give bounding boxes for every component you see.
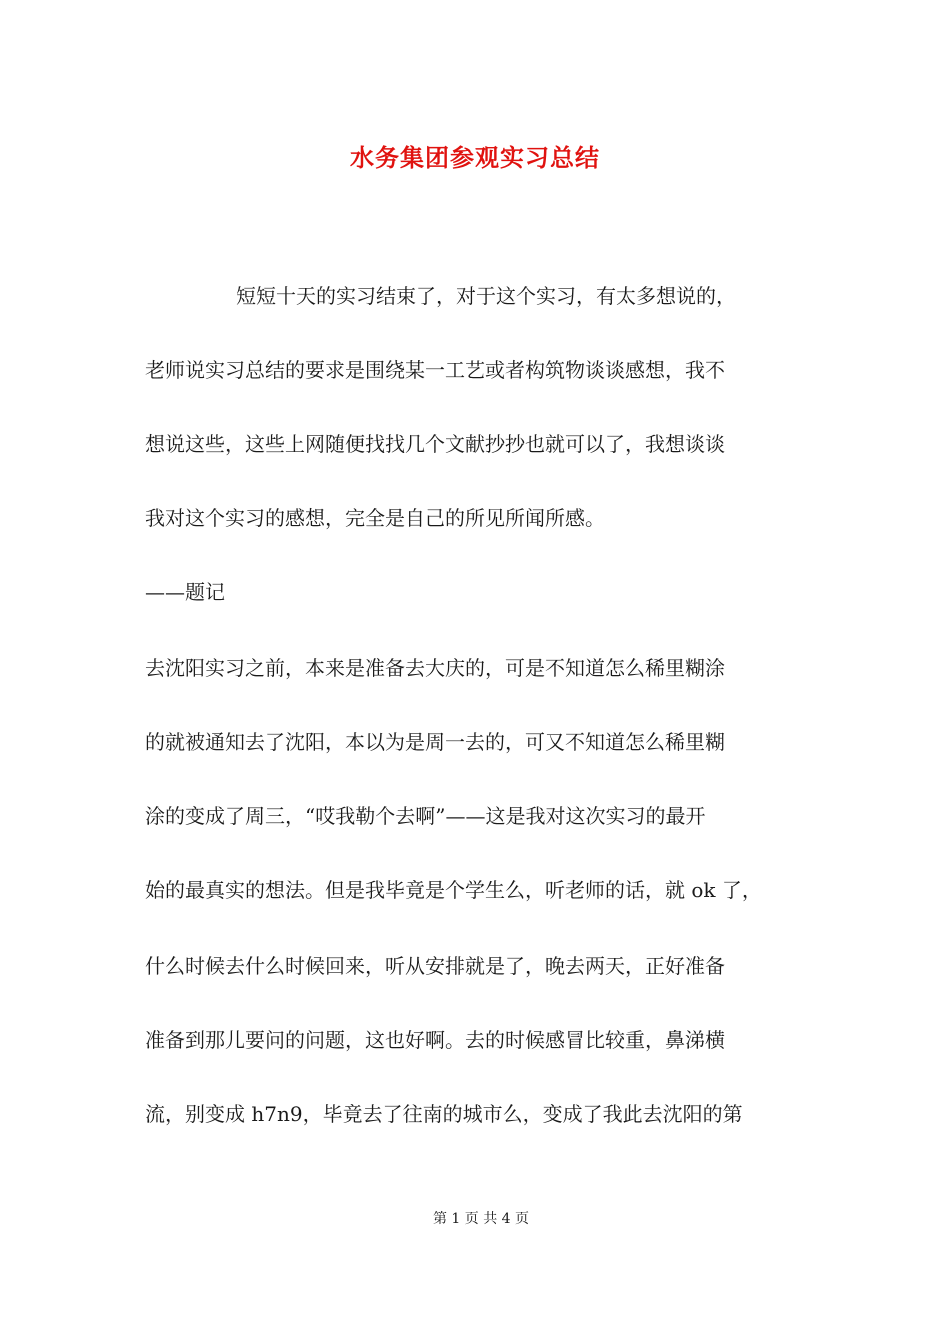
paragraph-line: 始的最真实的想法。但是我毕竟是个学生么，听老师的话，就 ok 了，: [145, 878, 762, 902]
page-footer: 第 1 页 共 4 页: [432, 1211, 530, 1227]
paragraph-line: 涂的变成了周三，“哎我勒个去啊”——这是我对这次实习的最开: [145, 804, 706, 828]
epigraph-line: ——题记: [145, 580, 225, 604]
paragraph-line: 去沈阳实习之前，本来是准备去大庆的，可是不知道怎么稀里糊涂: [145, 656, 725, 680]
paragraph-line: 老师说实习总结的要求是围绕某一工艺或者构筑物谈谈感想，我不: [145, 358, 725, 382]
paragraph-line: 的就被通知去了沈阳，本以为是周一去的，可又不知道怎么稀里糊: [145, 730, 725, 754]
paragraph-line: 什么时候去什么时候回来，听从安排就是了，晚去两天，正好准备: [145, 954, 725, 978]
paragraph-line: 准备到那儿要问的问题，这也好啊。去的时候感冒比较重，鼻涕横: [145, 1028, 725, 1052]
document-title: 水务集团参观实习总结: [350, 144, 600, 172]
paragraph-line: 想说这些，这些上网随便找找几个文献抄抄也就可以了，我想谈谈: [145, 432, 725, 456]
paragraph-line: 短短十天的实习结束了，对于这个实习，有太多想说的，: [236, 284, 736, 308]
paragraph-line: 流，别变成 h7n9，毕竟去了往南的城市么，变成了我此去沈阳的第: [145, 1102, 743, 1126]
paragraph-line: 我对这个实习的感想，完全是自己的所见所闻所感。: [145, 506, 605, 530]
